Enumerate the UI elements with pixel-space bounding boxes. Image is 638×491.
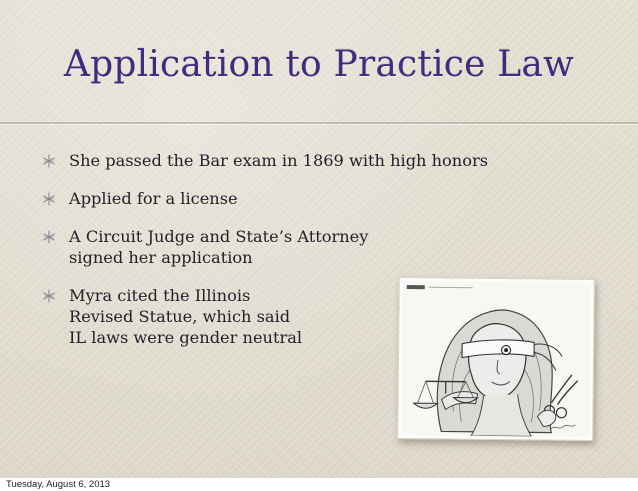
footer-date: Tuesday, August 6, 2013 (2, 478, 114, 491)
asterisk-icon (41, 150, 57, 171)
bullet-text: signed her application (69, 248, 253, 267)
title-divider (0, 122, 638, 124)
bullet-item (38, 226, 488, 268)
bullet-item (38, 188, 488, 209)
bullet-text: IL laws were gender neutral (69, 328, 303, 347)
justice-illustration-photo (397, 277, 595, 441)
bullet-text: Applied for a license (69, 189, 238, 208)
asterisk-icon (41, 226, 57, 247)
asterisk-icon (41, 188, 57, 209)
bullet-text: Myra cited the Illinois (69, 286, 251, 305)
asterisk-icon (41, 285, 57, 306)
blindfolded-justice-illustration (401, 281, 591, 437)
bullet-item (38, 150, 488, 171)
bullet-text: A Circuit Judge and State’s Attorney (69, 227, 369, 246)
slide-title: Application to Practice Law (63, 44, 575, 85)
bullet-text: She passed the Bar exam in 1869 with high honors (69, 151, 489, 170)
bullet-text: Revised Statue, which said (69, 307, 291, 326)
